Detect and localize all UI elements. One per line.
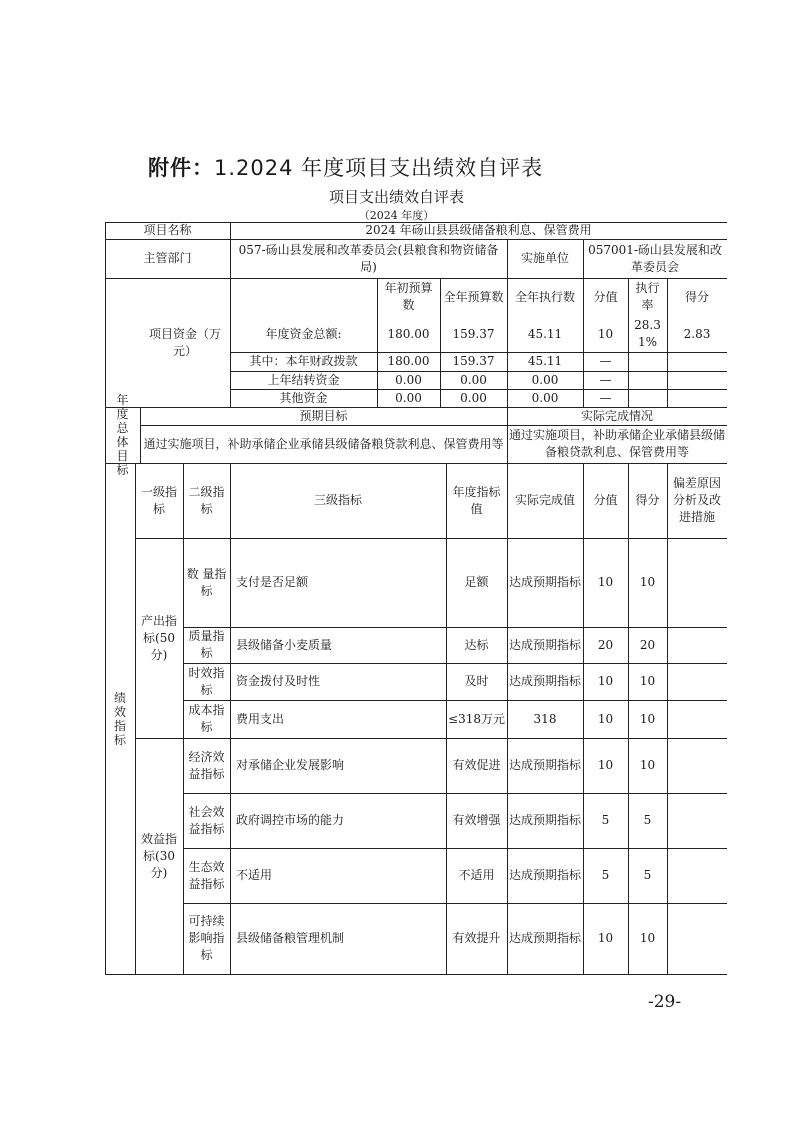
funds-cell-score — [667, 371, 727, 389]
indicator-cell-actual: 318 — [533, 711, 557, 726]
vertical-char: 度 — [116, 407, 129, 421]
funds-header: 执行率 — [635, 281, 660, 312]
funds-cell-score: 2.83 — [683, 326, 711, 341]
page-number: -29- — [648, 992, 682, 1012]
indicator-cell-deviation — [667, 663, 727, 700]
effect-indicator-label: 效益指标(30分) — [140, 831, 177, 880]
indicator-cell-level3: 不适用 — [236, 868, 273, 882]
impl-value: 057001-砀山县发展和改革委员会 — [588, 242, 722, 274]
funds-cell-score_value: — — [599, 372, 612, 387]
indicator-cell-target: 不适用 — [458, 868, 495, 882]
indicator-cell-target: 有效提升 — [452, 931, 501, 945]
output-indicator-label: 产出指标(50分) — [140, 613, 177, 662]
indicator-cell-target: 达标 — [464, 637, 489, 652]
indicator-cell-level2: 可持续影响指标 — [188, 914, 225, 962]
dept-value: 057-砀山县发展和改革委员会(县粮食和物资储备局) — [238, 242, 499, 274]
funds-row-label: 其他资金 — [279, 390, 328, 405]
indicator-cell-score_value: 20 — [597, 637, 614, 652]
indicator-cell-score_value: 10 — [597, 758, 614, 772]
funds-cell-rate: 28.31% — [634, 318, 661, 349]
indicator-cell-deviation — [667, 738, 727, 793]
funds-cell-score_value: — — [599, 390, 612, 405]
indicator-header-score: 得分 — [635, 493, 660, 507]
indicator-cell-actual: 达成预期指标 — [509, 758, 582, 772]
indicator-header-target: 年度指标值 — [452, 484, 501, 516]
indicator-cell-deviation — [667, 903, 727, 974]
indicator-cell-level3: 县级储备粮管理机制 — [236, 931, 345, 945]
indicator-header-actual: 实际完成值 — [514, 493, 575, 507]
indicator-cell-target: 有效增强 — [452, 813, 501, 827]
expected-goal-header: 预期目标 — [299, 408, 348, 423]
indicator-header-deviation: 偏差原因分析及改进措施 — [672, 476, 721, 524]
impl-label: 实施单位 — [520, 251, 569, 265]
dept-label: 主管部门 — [143, 251, 192, 265]
goals-side-label — [105, 393, 140, 477]
project-name-label: 项目名称 — [143, 223, 192, 237]
funds-cell-executed: 0.00 — [531, 390, 559, 405]
vertical-char: 绩 — [113, 690, 126, 705]
indicator-cell-actual: 达成预期指标 — [509, 868, 582, 882]
funds-header: 年初预算数 — [384, 281, 433, 312]
funds-row-label: 其中：本年财政拨款 — [249, 354, 358, 368]
indicator-cell-score_value: 5 — [601, 813, 610, 827]
indicator-cell-score: 10 — [639, 758, 656, 772]
indicator-cell-level2: 社会效益指标 — [188, 804, 225, 836]
funds-cell-score_value: — — [599, 354, 612, 368]
indicator-cell-level3: 资金拨付及时性 — [236, 674, 321, 688]
funds-cell-rate — [628, 352, 667, 371]
indicator-cell-target: 及时 — [464, 674, 489, 688]
attachment-prefix: 附件： — [148, 156, 214, 180]
funds-cell-initial: 0.00 — [395, 372, 422, 387]
indicator-cell-score: 10 — [639, 575, 656, 589]
table-year: （2024 年度） — [358, 209, 435, 222]
indicator-cell-level2: 经济效益指标 — [188, 749, 225, 781]
indicator-cell-level2: 成本指标 — [188, 703, 225, 734]
funds-header: 全年预算数 — [443, 289, 504, 304]
indicator-cell-deviation — [667, 627, 727, 663]
indicator-cell-level3: 费用支出 — [236, 711, 285, 726]
indicator-cell-level3: 对承储企业发展影响 — [236, 758, 345, 772]
indicator-cell-actual: 达成预期指标 — [509, 674, 582, 688]
funds-cell-annual: 159.37 — [452, 326, 495, 341]
indicator-cell-target: ≤318万元 — [448, 711, 505, 726]
indicator-cell-score_value: 10 — [597, 711, 614, 726]
funds-cell-initial: 180.00 — [387, 354, 430, 368]
project-name-value: 2024 年砀山县县级储备粮利息、保管费用 — [365, 223, 592, 237]
funds-cell-annual: 0.00 — [460, 390, 487, 405]
indicator-header-level2: 二级指标 — [188, 484, 225, 516]
indicator-header-score_value: 分值 — [593, 493, 618, 507]
indicator-header-level3: 三级指标 — [313, 493, 362, 507]
indicator-cell-actual: 达成预期指标 — [509, 813, 582, 827]
actual-goal-text: 通过实施项目，补助承储企业承储县级储备粮贷款利息、保管费用等 — [509, 428, 726, 459]
indicator-cell-score: 5 — [643, 813, 652, 827]
indicator-cell-level2: 质量指标 — [188, 629, 225, 660]
funds-cell-score — [667, 389, 727, 407]
table-title: 项目支出绩效自评表 — [328, 188, 464, 206]
funds-cell-score_value: 10 — [597, 326, 614, 341]
indicator-cell-actual: 达成预期指标 — [509, 575, 582, 589]
vertical-char: 标 — [116, 463, 129, 477]
funds-cell-executed: 45.11 — [527, 354, 563, 368]
funds-header: 全年执行数 — [514, 289, 575, 304]
indicator-cell-score: 5 — [643, 868, 652, 882]
expected-goal-text: 通过实施项目，补助承储企业承储县级储备粮贷款利息、保管费用等 — [143, 436, 504, 451]
funds-cell-rate — [628, 389, 667, 407]
vertical-char: 标 — [113, 732, 126, 747]
funds-row-label: 上年结转资金 — [267, 372, 340, 387]
indicator-cell-score_value: 10 — [597, 674, 614, 688]
indicator-cell-actual: 达成预期指标 — [509, 931, 582, 945]
funds-cell-initial: 0.00 — [395, 390, 422, 405]
funds-header: 分值 — [593, 289, 618, 304]
vertical-char: 总 — [116, 421, 129, 435]
vertical-char: 目 — [116, 449, 129, 463]
indicator-cell-score: 10 — [639, 711, 656, 726]
indicator-cell-deviation — [667, 793, 727, 848]
vertical-char: 年 — [116, 393, 129, 407]
actual-goal-header: 实际完成情况 — [580, 408, 653, 423]
indicator-cell-score_value: 10 — [597, 931, 614, 945]
funds-cell-score — [667, 352, 727, 371]
vertical-char: 体 — [116, 435, 129, 449]
indicator-cell-level3: 县级储备小麦质量 — [236, 637, 333, 652]
funds-cell-executed: 45.11 — [527, 326, 563, 341]
funds-section-label: 项目资金（万元） — [148, 326, 221, 358]
indicator-cell-score_value: 5 — [601, 868, 610, 882]
indicator-cell-deviation — [667, 700, 727, 738]
indicator-cell-actual: 达成预期指标 — [509, 637, 582, 652]
indicator-header-level1: 一级指标 — [140, 484, 177, 516]
indicator-cell-score: 10 — [639, 674, 656, 688]
funds-cell-executed: 0.00 — [531, 372, 559, 387]
vertical-char: 效 — [113, 704, 126, 719]
indicator-cell-level3: 政府调控市场的能力 — [236, 813, 345, 827]
indicators-side-label — [105, 463, 135, 974]
attachment-text: 1.2024 年度项目支出绩效自评表 — [214, 156, 544, 180]
indicator-cell-level2: 时效指标 — [188, 665, 225, 697]
funds-row-label: 年度资金总额: — [265, 326, 342, 341]
funds-cell-annual: 159.37 — [452, 354, 495, 368]
funds-cell-rate — [628, 371, 667, 389]
indicator-cell-score_value: 10 — [597, 575, 614, 589]
indicator-cell-target: 足额 — [464, 575, 489, 589]
funds-header: 得分 — [684, 289, 709, 304]
funds-cell-initial: 180.00 — [387, 326, 430, 341]
vertical-char: 指 — [113, 718, 126, 733]
indicator-cell-level3: 支付是否足额 — [236, 575, 309, 589]
indicator-cell-level2: 生态效益指标 — [188, 859, 225, 891]
indicator-cell-score: 20 — [639, 637, 656, 652]
indicator-cell-deviation — [667, 848, 727, 903]
funds-cell-annual: 0.00 — [460, 372, 487, 387]
indicator-cell-target: 有效促进 — [452, 758, 501, 772]
indicator-cell-level2: 数 量指标 — [186, 566, 227, 598]
indicator-cell-score: 10 — [639, 931, 656, 945]
indicator-cell-deviation — [667, 538, 727, 627]
